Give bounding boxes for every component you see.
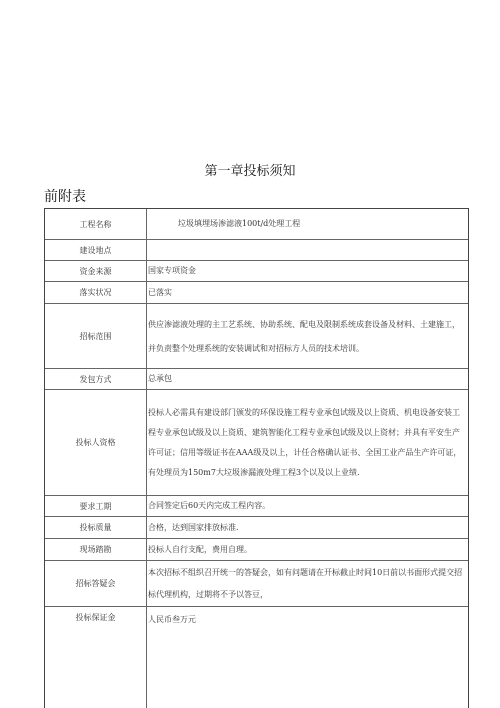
section-title: 前附表: [44, 189, 86, 205]
row-label: 落实状况: [45, 282, 147, 303]
row-label: 投标人资格: [45, 390, 147, 495]
row-label: 投标保证金: [45, 607, 147, 708]
table-row-qa-meeting: [45, 561, 468, 607]
row-label: 建设地点: [45, 240, 147, 260]
row-label: 投标质量: [45, 517, 147, 538]
row-value: 投标人必需具有建设部门颁发的环保设施工程专业承包试级及以上资质、机电设备安装工程专业承包试级及以上资质、建筑智能化工程专业承包试级及以上资材；并具有平安生产许可证；信用等级证书在AAA级及以上，计任合格确认证书、全国工业产品生产许可证，有处理员为150m7大垃圾渗漏液处理工程3个以及以上业绩.: [148, 407, 462, 477]
bid-info-table: [44, 208, 469, 708]
row-value: 国家专项资金: [148, 266, 196, 275]
table-row-project-name: [45, 209, 468, 240]
table-row-qualification: [45, 390, 468, 496]
table-row-status: [45, 282, 468, 304]
row-value: 供应渗滤液处理的主工艺系统、协助系统、配电及限制系统成套设备及材料、土建施工，并负责整个处理系统的安装调试和对招标方人员的技术培训。: [148, 320, 460, 353]
row-label: 资金来源: [45, 261, 147, 281]
table-row-location: [45, 240, 468, 261]
table-row-bid-bond: [45, 607, 468, 708]
row-label: 发包方式: [45, 369, 147, 389]
row-value: [148, 240, 466, 260]
row-label: 要求工期: [45, 496, 147, 516]
chapter-title: 第一章投标须知: [204, 164, 296, 179]
table-row-fund-source: [45, 261, 468, 282]
row-value: 已落实: [148, 287, 172, 297]
table-row-duration: [45, 496, 468, 517]
row-value: 投标人自行支配，费用自理。: [148, 544, 252, 554]
table-row-site-visit: [45, 539, 468, 561]
row-value: 合同签定后60天内完成工程内容。: [148, 501, 271, 510]
row-value: 合格，达到国家排放标准.: [148, 522, 239, 532]
table-row-quality: [45, 517, 468, 539]
row-label: 现场踏勘: [45, 539, 147, 560]
row-value: 本次招标不组织召开统一的答疑会，如有问题请在开标截止时间10日前以书面形式提交招标代理机构，过期将不予以答豆，: [148, 567, 463, 599]
table-row-scope: [45, 304, 468, 369]
row-label: 招标答疑会: [45, 561, 147, 606]
row-value: 垃圾填埋场渗滤液100t/d处理工程: [178, 219, 301, 228]
row-value: 人民币叁万元: [148, 615, 196, 624]
table-row-contract-method: [45, 369, 468, 390]
row-label: 招标范围: [45, 304, 147, 368]
row-value: 总承包: [148, 374, 172, 383]
row-label: 工程名称: [45, 209, 147, 239]
